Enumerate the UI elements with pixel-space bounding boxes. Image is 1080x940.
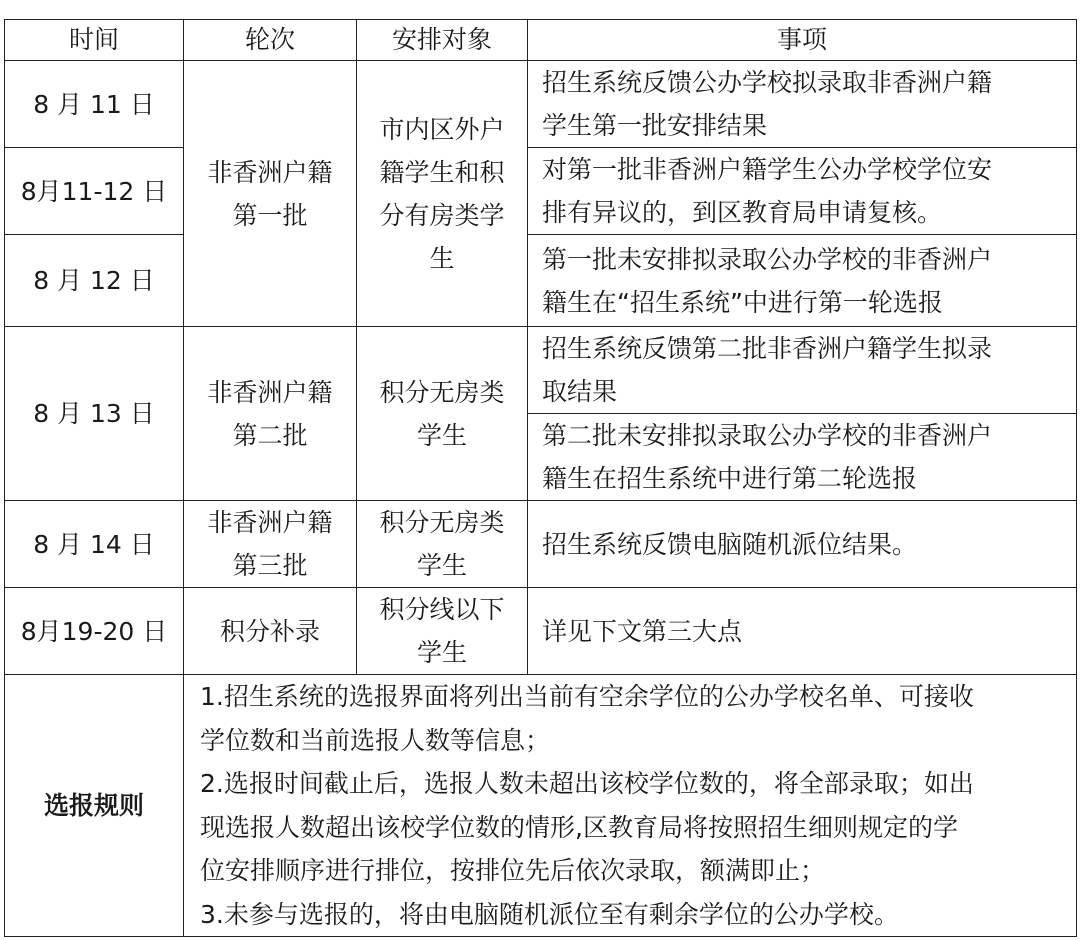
round-cell (184, 327, 357, 501)
matter-line: 招生系统反馈公办学校拟录取非香洲户籍 (542, 68, 993, 97)
header-target: 安排对象 (357, 20, 528, 61)
rules-line: 位安排顺序进行排位，按排位先后依次录取，额满即止； (200, 856, 826, 885)
time-cell: 8 月 12 日 (5, 235, 184, 327)
round-line: 非香洲户籍 (207, 157, 333, 187)
table-row (5, 235, 1077, 327)
matter-cell (528, 414, 1077, 501)
admission-schedule-table (4, 19, 1077, 937)
matter-line: 对第一批非香洲户籍学生公办学校学位安 (542, 155, 993, 184)
matter-cell (528, 235, 1077, 327)
time-cell: 8月11-12 日 (5, 148, 184, 235)
round-cell (184, 61, 357, 327)
header-time: 时间 (5, 20, 184, 61)
matter-cell (528, 327, 1077, 414)
rules-line: 现选报人数超出该校学位数的情形,区教育局将按照招生细则规定的学 (200, 812, 958, 842)
table-row (5, 61, 1077, 148)
matter-cell: 详见下文第三大点 (528, 588, 1077, 675)
target-line: 分有房类学 (379, 200, 505, 230)
rules-line: 2.选报时间截止后，选报人数未超出该校学位数的，将全部录取；如出 (200, 769, 974, 798)
rules-row (5, 675, 1077, 937)
matter-line: 籍生在招生系统中进行第二轮选报 (542, 464, 918, 493)
target-line: 学生 (416, 420, 467, 450)
matter-cell (528, 148, 1077, 235)
time-cell: 8 月 13 日 (5, 327, 184, 501)
target-line: 籍学生和积 (379, 157, 505, 187)
matter-line: 招生系统反馈第二批非香洲户籍学生拟录 (542, 334, 993, 363)
round-cell (184, 501, 357, 588)
table-row (5, 501, 1077, 588)
matter-line: 第二批未安排拟录取公办学校的非香洲户 (542, 421, 993, 450)
matter-line: 籍生在“招生系统”中进行第一轮选报 (542, 287, 943, 317)
round-line: 非香洲户籍 (207, 508, 333, 537)
header-matter: 事项 (528, 20, 1077, 61)
target-line: 学生 (416, 638, 467, 667)
rules-content (184, 675, 1077, 937)
round-cell: 积分补录 (184, 588, 357, 675)
rules-line: 学位数和当前选报人数等信息； (200, 725, 551, 755)
time-cell: 8月19-20 日 (5, 588, 184, 675)
matter-line: 取结果 (542, 377, 618, 406)
rules-label: 选报规则 (5, 675, 184, 937)
header-round: 轮次 (184, 20, 357, 61)
rules-line: 3.未参与选报的，将由电脑随机派位至有剩余学位的公办学校。 (200, 899, 899, 929)
target-line: 积分线以下 (379, 595, 505, 624)
target-line: 市内区外户 (379, 114, 505, 144)
table-row (5, 327, 1077, 414)
target-cell (357, 588, 528, 675)
round-line: 非香洲户籍 (207, 377, 333, 407)
table-row (5, 588, 1077, 675)
target-line: 积分无房类 (379, 508, 505, 537)
target-line: 生 (429, 243, 455, 273)
matter-cell (528, 61, 1077, 148)
matter-line: 排有异议的，到区教育局申请复核。 (542, 198, 943, 227)
target-line: 学生 (416, 551, 467, 580)
target-cell (357, 501, 528, 588)
matter-line: 第一批未安排拟录取公办学校的非香洲户 (542, 244, 993, 274)
target-cell (357, 61, 528, 327)
rules-line: 1.招生系统的选报界面将列出当前有空余学位的公办学校名单、可接收 (200, 682, 974, 711)
round-line: 第三批 (232, 551, 308, 580)
round-line: 第一批 (232, 200, 308, 230)
time-cell: 8 月 14 日 (5, 501, 184, 588)
round-line: 第二批 (232, 420, 308, 450)
header-row (5, 20, 1077, 61)
matter-cell: 招生系统反馈电脑随机派位结果。 (528, 501, 1077, 588)
table-row (5, 148, 1077, 235)
time-cell: 8 月 11 日 (5, 61, 184, 148)
target-line: 积分无房类 (379, 377, 505, 407)
target-cell (357, 327, 528, 501)
matter-line: 学生第一批安排结果 (542, 111, 768, 140)
